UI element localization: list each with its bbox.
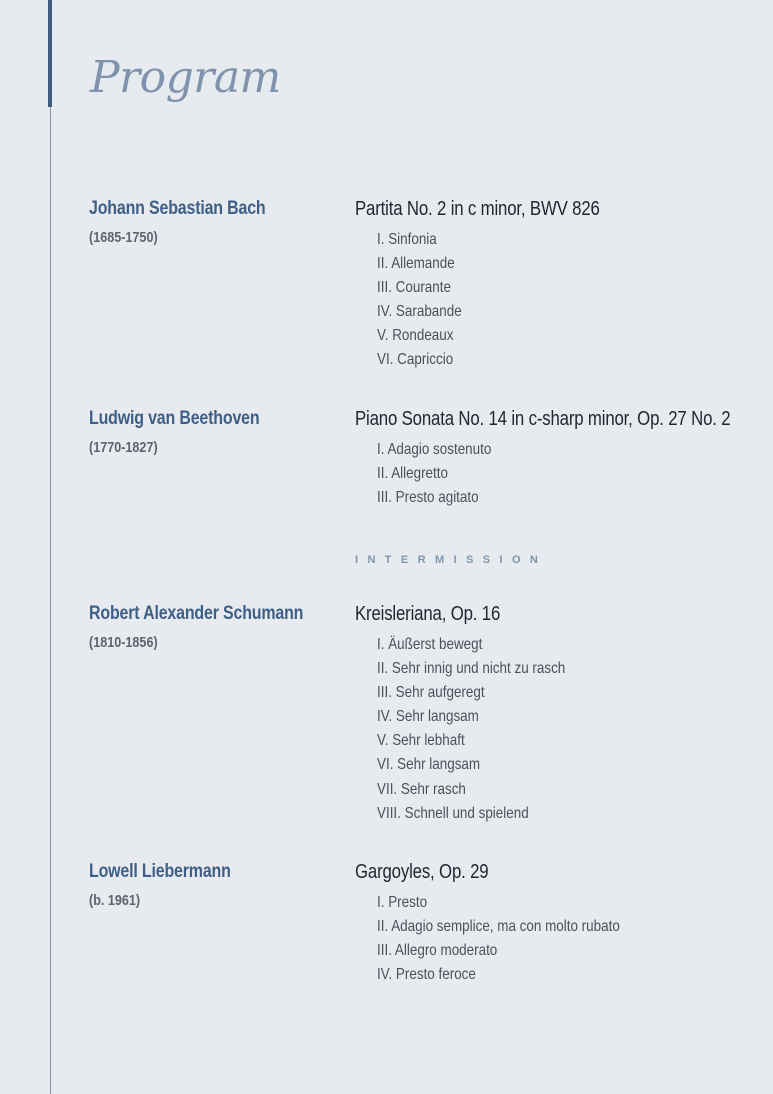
work-title: Gargoyles, Op. 29	[355, 861, 489, 883]
left-accent-bar	[48, 0, 52, 107]
composer-name: Ludwig van Beethoven	[89, 408, 260, 429]
movement-item: I. Adagio sostenuto	[377, 441, 492, 458]
work-title: Kreisleriana, Op. 16	[355, 603, 501, 625]
page-title: Program	[90, 52, 281, 103]
movement-item: VIII. Schnell und spielend	[377, 804, 529, 822]
movement-item: IV. Sehr langsam	[377, 708, 479, 726]
composer-dates: (1685-1750)	[89, 229, 158, 246]
movement-item: II. Allemande	[377, 255, 455, 273]
movement-item: III. Courante	[377, 279, 451, 297]
movement-item: III. Sehr aufgeregt	[377, 684, 485, 702]
movement-item: II. Allegretto	[377, 465, 448, 483]
left-margin-rule	[50, 0, 51, 1094]
movement-item: VI. Sehr langsam	[377, 756, 481, 774]
movement-item: I. Sinfonia	[377, 231, 437, 248]
movement-list	[377, 228, 478, 373]
movement-item: IV. Sarabande	[377, 303, 462, 321]
movement-item: II. Adagio semplice, ma con molto rubato	[377, 918, 620, 936]
movement-item: V. Sehr lebhaft	[377, 732, 465, 750]
movement-item: III. Presto agitato	[377, 489, 479, 507]
movement-item: I. Äußerst bewegt	[377, 636, 483, 653]
composer-name: Johann Sebastian Bach	[89, 198, 266, 219]
movement-item: IV. Presto feroce	[377, 966, 476, 984]
movement-item: I. Presto	[377, 894, 428, 911]
movement-list	[377, 633, 601, 826]
composer-dates: (b. 1961)	[89, 892, 141, 909]
composer-dates: (1810-1856)	[89, 634, 158, 651]
movement-item: III. Allegro moderato	[377, 942, 498, 960]
movement-item: VII. Sehr rasch	[377, 780, 466, 798]
work-title: Piano Sonata No. 14 in c-sharp minor, Op. 27 No. 2	[355, 408, 731, 430]
movement-item: VI. Capriccio	[377, 351, 454, 369]
composer-name: Robert Alexander Schumann	[89, 603, 304, 624]
movement-list	[377, 438, 513, 510]
movement-item: II. Sehr innig und nicht zu rasch	[377, 660, 566, 678]
composer-dates: (1770-1827)	[89, 439, 158, 456]
composer-name: Lowell Liebermann	[89, 861, 231, 882]
intermission-label: INTERMISSION	[355, 554, 548, 566]
work-title: Partita No. 2 in c minor, BWV 826	[355, 198, 600, 220]
movement-item: V. Rondeaux	[377, 327, 454, 345]
movement-list	[377, 891, 666, 987]
